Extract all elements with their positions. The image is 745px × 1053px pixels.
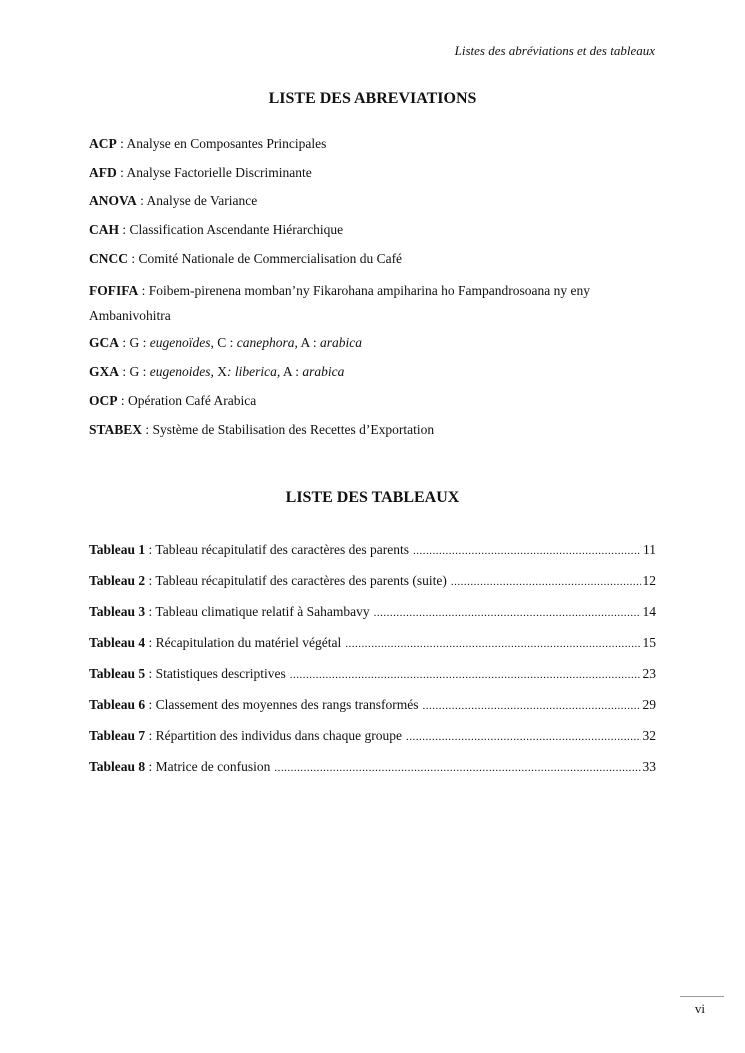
table-page: 33 [642, 759, 656, 774]
abbreviation-term: CAH [89, 222, 119, 238]
definition-italic: eugenoïdes [149, 335, 211, 351]
table-entry[interactable] [89, 666, 656, 684]
definition-text: , C : [210, 335, 237, 351]
abbreviation-item [89, 164, 659, 182]
abbreviation-item [89, 192, 659, 210]
abbreviation-definition: : Analyse Factorielle Discriminante [116, 164, 312, 180]
table-label: Tableau 4 [89, 635, 146, 650]
abbreviation-definition: : Analyse en Composantes Principales [116, 136, 327, 151]
table-label: Tableau 5 [89, 666, 146, 681]
abbreviation-term: GCA [89, 335, 119, 351]
abbreviation-term: GXA [89, 364, 119, 380]
dot-leader [422, 700, 640, 712]
abbreviation-item [89, 135, 659, 153]
abbreviation-item [89, 363, 659, 381]
abbreviation-definition: : Foibem-pirenena momban’ny Fikarohana ampiharina ho Fampandrosoana ny eny Ambanivohitra [89, 283, 591, 324]
table-label: Tableau 1 [89, 542, 146, 557]
table-page: 32 [642, 728, 656, 743]
abbreviation-item [89, 250, 659, 268]
abbreviation-term: ACP [89, 136, 117, 151]
abbreviation-definition: : Comité Nationale de Commercialisation du Café [128, 250, 403, 266]
table-label: Tableau 3 [89, 604, 146, 619]
table-entry[interactable] [89, 542, 656, 560]
dot-leader [406, 731, 641, 743]
table-label: Tableau 2 [89, 573, 146, 588]
dot-leader [345, 638, 640, 650]
abbreviation-term: CNCC [89, 250, 128, 266]
dot-leader [290, 669, 641, 681]
abbreviation-term: FOFIFA [89, 283, 139, 299]
table-title: : Matrice de confusion [145, 759, 271, 774]
abbreviation-term: STABEX [89, 421, 143, 437]
definition-italic: arabica [302, 364, 345, 380]
abbreviations-title: LISTE DES ABREVIATIONS [268, 90, 477, 107]
definition-text: : G : [119, 364, 150, 380]
tables-list [89, 542, 656, 790]
abbreviation-item [89, 421, 659, 439]
tables-title: LISTE DES TABLEAUX [285, 489, 460, 506]
abbreviation-definition: : Analyse de Variance [136, 193, 258, 209]
table-entry[interactable] [89, 697, 656, 715]
table-title: : Tableau climatique relatif à Sahambavy [145, 604, 370, 619]
abbreviation-item [89, 334, 659, 352]
table-entry[interactable] [89, 573, 656, 591]
table-page: 14 [642, 604, 656, 619]
dot-leader [413, 545, 641, 557]
table-title: : Répartition des individus dans chaque groupe [145, 728, 402, 743]
table-entry[interactable] [89, 635, 656, 653]
table-page: 15 [642, 635, 656, 650]
definition-italic: : liberica, [227, 364, 281, 380]
table-entry[interactable] [89, 759, 656, 777]
table-page: 11 [643, 542, 656, 557]
dot-leader [274, 762, 640, 774]
table-page: 29 [642, 697, 656, 712]
table-title: : Classement des moyennes des rangs transformés [145, 697, 419, 712]
abbreviation-item [89, 221, 659, 239]
abbreviation-term: ANOVA [89, 193, 137, 209]
definition-text: X [213, 364, 227, 380]
footer-rule [680, 996, 724, 997]
page-number: vi [694, 1001, 705, 1016]
table-entry[interactable] [89, 728, 656, 746]
running-header: Listes des abréviations et des tableaux [454, 43, 655, 58]
table-label: Tableau 7 [89, 728, 146, 743]
table-label: Tableau 6 [89, 697, 146, 712]
dot-leader [374, 607, 641, 619]
definition-italic: eugenoides, [149, 364, 214, 380]
table-title: : Statistiques descriptives [145, 666, 286, 681]
table-title: : Récapitulation du matériel végétal [145, 635, 342, 650]
definition-text: , A : [294, 335, 321, 351]
abbreviations-list [89, 135, 659, 449]
abbreviation-item [89, 392, 659, 410]
table-title: : Tableau récapitulatif des caractères des parents (suite) [145, 573, 447, 588]
abbreviation-definition: : Système de Stabilisation des Recettes d’Exportation [142, 421, 435, 437]
abbreviation-term: AFD [89, 164, 117, 180]
definition-text: : G : [119, 335, 150, 351]
definition-italic: canephora [236, 335, 295, 351]
table-page: 23 [642, 666, 656, 681]
definition-italic: arabica [320, 335, 363, 351]
abbreviation-definition: : Opération Café Arabica [117, 392, 257, 408]
table-entry[interactable] [89, 604, 656, 622]
abbreviation-item [89, 278, 659, 328]
dot-leader [451, 576, 641, 588]
table-page: 12 [642, 573, 656, 588]
abbreviation-definition: : Classification Ascendante Hiérarchique [119, 222, 344, 238]
definition-text: A : [280, 364, 303, 380]
abbreviation-term: OCP [89, 392, 118, 408]
table-title: : Tableau récapitulatif des caractères des parents [145, 542, 409, 557]
table-label: Tableau 8 [89, 759, 146, 774]
